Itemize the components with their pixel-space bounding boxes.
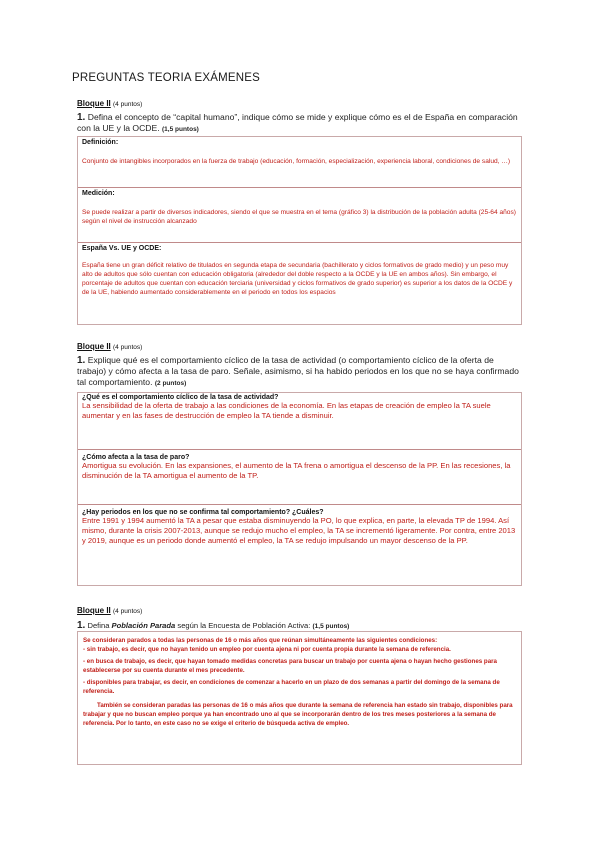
bloque-1-heading xyxy=(77,99,142,108)
condition-disponibles: - disponibles para trabajar, es decir, en condiciones de comenzar a hacerlo en un plazo de dos semanas a partir del domingo de la semana de referencia. xyxy=(83,679,500,695)
section-body: Amortigua su evolución. En las expansiones, el aumento de la TA frena o amortigua el descenso de la PP. En las recesiones, la disminución de la TA amortigua el aumento de la TP. xyxy=(82,461,511,480)
question-text-pre: Defina xyxy=(87,621,110,630)
bloque-points: (4 puntos) xyxy=(113,344,143,351)
definition-intro: Se consideran parados a todas las personas de 16 o más años que reúnan simultáneamente las siguientes condiciones: xyxy=(83,637,438,644)
section-body: Se puede realizar a partir de diversos indicadores, siendo el que se muestra en el tema (gráfico 3) la distribución de la población adulta (25-64 años) según el nivel de instrucción alcanzado xyxy=(82,209,516,225)
question-2 xyxy=(77,355,523,389)
condition-busca-trabajo: - en busca de trabajo, es decir, que hayan tomado medidas concretas para buscar un trabajo por cuenta ajena o hayan hecho gestiones para establecerse por su cuenta durante el mes precedente. xyxy=(83,658,497,674)
section-head: España Vs. UE y OCDE: xyxy=(82,245,162,252)
question-text-post: según la Encuesta de Población Activa: xyxy=(177,621,311,630)
section-medicion xyxy=(78,188,521,243)
question-text: Explique qué es el comportamiento cíclico de la tasa de actividad (o comportamiento cíclico de la oferta de trabajo) y cómo afecta a la tasa de paro. Señale, asimismo, si ha habido periodos en los que no se haya confirmado tal comportamiento. xyxy=(77,355,519,387)
section-head: Definición: xyxy=(82,139,119,146)
additional-paragraph: También se consideran paradas las personas de 16 o más años que durante la semana de referencia han estado sin trabajo, disponibles para trabajar y que no buscan empleo porque ya han encontrado uno al que se incorporarán dentro de los tres meses posteriores a la semana de referencia. Por lo tanto, en este caso no se exige el criterio de búsqueda activa de empleo. xyxy=(83,702,513,727)
section-definicion xyxy=(78,137,521,188)
question-number: 1. xyxy=(77,355,86,366)
section-head: ¿Qué es el comportamiento cíclico de la tasa de actividad? xyxy=(82,394,279,401)
bloque-3-heading xyxy=(77,606,142,615)
section-como-afecta xyxy=(78,450,521,505)
bloque-label: Bloque II xyxy=(77,342,111,351)
section-que-es xyxy=(78,393,521,450)
question-number: 1. xyxy=(77,620,86,631)
answer-box-3 xyxy=(77,631,522,765)
section-body: Entre 1991 y 1994 aumentó la TA a pesar que estaba disminuyendo la PO, lo que explica, en parte, la elevada TP de 1994. Así mismo, durante la crisis 2007-2013, aunque se redujo mucho el empleo, la TA se incrementó ligeramente. Por contra, entre 2013 y 2019, aunque es un periodo donde aumentó el empleo, la TA se redujo impulsando un mayor descenso de la PP. xyxy=(82,516,516,545)
section-espana-vs-ue xyxy=(78,243,521,299)
page-title: PREGUNTAS TEORIA EXÁMENES xyxy=(72,72,260,84)
section-body: La sensibilidad de la oferta de trabajo a las condiciones de la economía. En las etapas de creación de empleo la TA suele aumentar y en las fases de destrucción de empleo la TA tiende a disminuir. xyxy=(82,401,491,420)
section-body: España tiene un gran déficit relativo de titulados en segunda etapa de secundaria (bachillerato y ciclos formativos de grado medio) y un peso muy alto de adultos que sólo cuentan con educación obligatoria (alrededor del doble respecto a la OCDE y la UE en ambos años). Sin embargo, el porcentaje de adultos que cuentan con educación terciaria (universidad y ciclos formativos de grado superior) es superior a los datos de la OCDE y de la UE, habiendo aumentado considerablemente en el periodo en todos los espacios xyxy=(82,262,513,296)
section-head: ¿Cómo afecta a la tasa de paro? xyxy=(82,454,190,461)
condition-sin-trabajo: - sin trabajo, es decir, que no hayan tenido un empleo por cuenta ajena ni por cuenta propia durante la semana de referencia. xyxy=(83,646,451,653)
bloque-points: (4 puntos) xyxy=(113,608,143,615)
question-1 xyxy=(77,112,523,135)
section-body: Conjunto de intangibles incorporados en la fuerza de trabajo (educación, formación, especialización, experiencia laboral, condiciones de salud, …) xyxy=(82,158,511,165)
answer-box-1 xyxy=(77,136,522,325)
section-head: ¿Hay periodos en los que no se confirma tal comportamiento? ¿Cuáles? xyxy=(82,509,324,516)
question-number: 1. xyxy=(77,112,86,123)
bloque-label: Bloque II xyxy=(77,606,111,615)
answer-box-2 xyxy=(77,392,522,586)
question-text: Defina el concepto de “capital humano”, indique cómo se mide y explique cómo es el de España en comparación con la UE y la OCDE. xyxy=(77,112,518,133)
question-term: Población Parada xyxy=(111,621,176,630)
bloque-label: Bloque II xyxy=(77,99,111,108)
question-points: (2 puntos) xyxy=(154,380,187,387)
question-points: (1,5 puntos) xyxy=(162,126,199,133)
bloque-2-heading xyxy=(77,342,142,351)
section-head: Medición: xyxy=(82,190,115,197)
bloque-points: (4 puntos) xyxy=(113,101,143,108)
section-periodos xyxy=(78,505,521,550)
question-points: (1,5 puntos) xyxy=(312,623,350,630)
